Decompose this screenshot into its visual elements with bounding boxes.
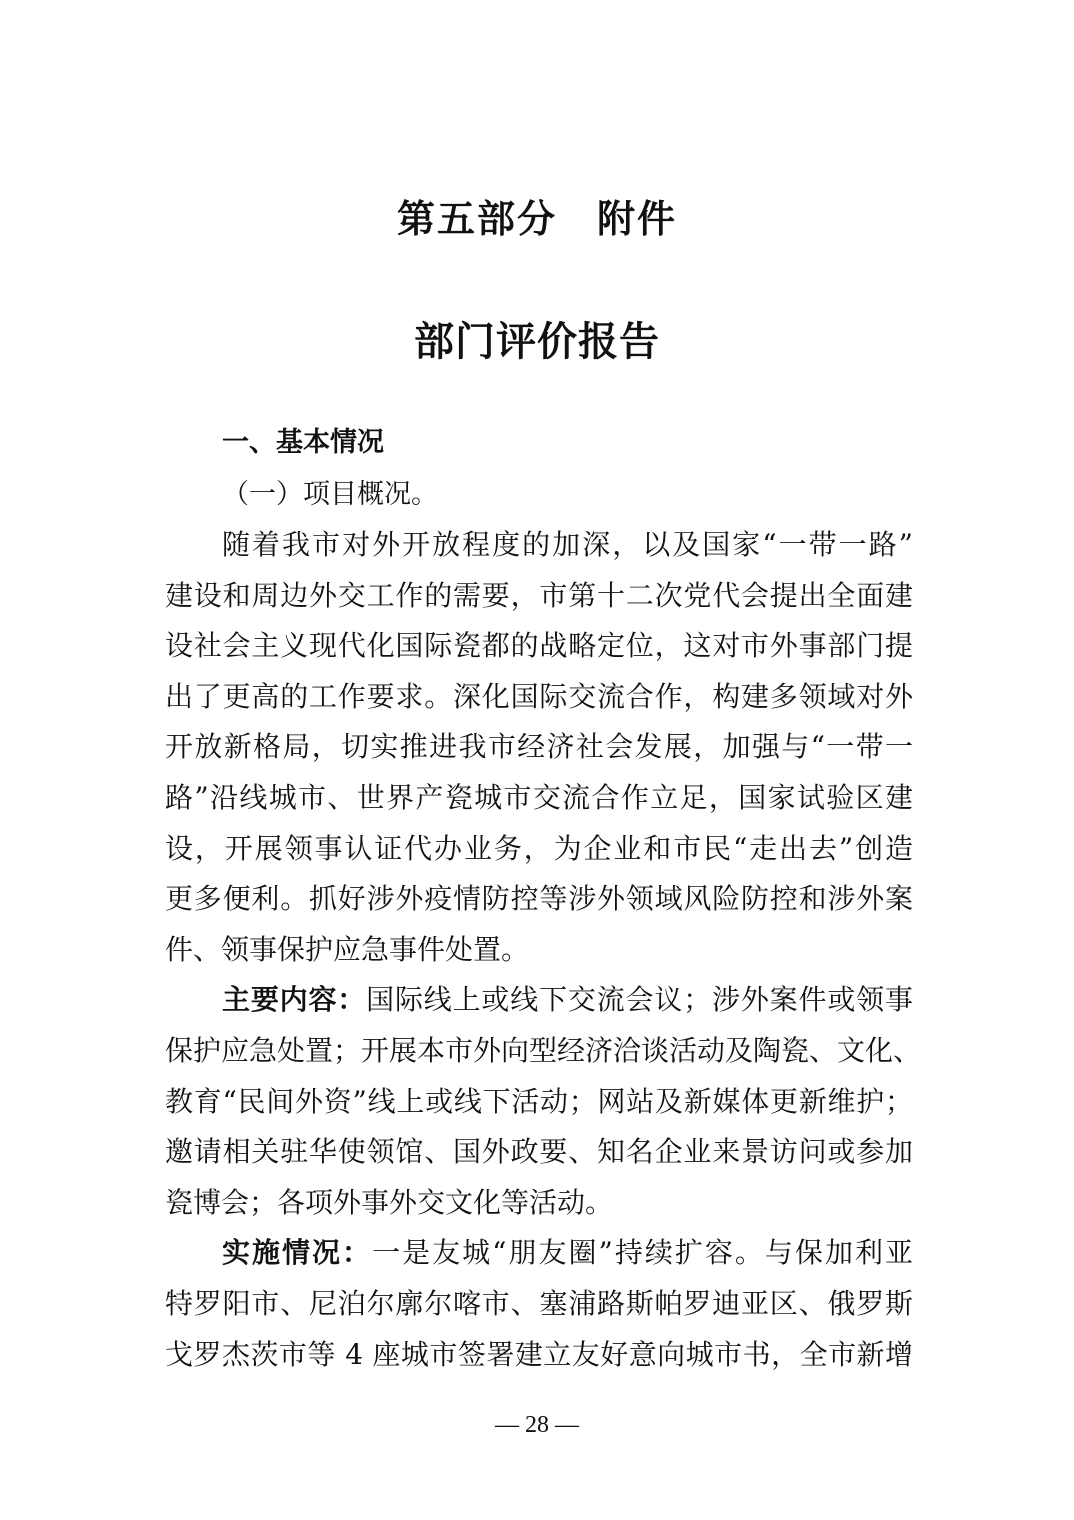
line-text: 件、领事保护应急事件处置。: [165, 932, 530, 966]
text-line: [165, 1228, 913, 1279]
text-line: [165, 672, 913, 723]
part-title: 第五部分 附件: [396, 196, 677, 241]
text-line: [165, 824, 913, 875]
line-text: 保护应急处置；开展本市外向型经济洽谈活动及陶瓷、文化、: [165, 1033, 922, 1067]
line-text: 路”沿线城市、世界产瓷城市交流合作立足，国家试验区建: [165, 780, 913, 814]
line-text: 国际线上或线下交流会议；涉外案件或领事: [366, 983, 913, 1017]
paragraph-lead: 主要内容：: [222, 983, 367, 1017]
section-heading: 一、基本情况: [222, 427, 384, 458]
text-line: [165, 925, 913, 976]
line-text: 一是友城“朋友圈”持续扩容。与保加利亚: [372, 1236, 913, 1270]
text-line: [165, 1026, 922, 1077]
text-line: [165, 621, 913, 672]
line-text: 瓷博会；各项外事外交文化等活动。: [165, 1185, 614, 1219]
report-title: 部门评价报告: [414, 318, 660, 365]
text-line: [165, 722, 913, 773]
line-text: 教育“民间外资”线上或线下活动；网站及新媒体更新维护；: [165, 1084, 913, 1118]
line-text: 邀请相关驻华使领馆、国外政要、知名企业来景访问或参加: [165, 1135, 913, 1169]
subsection-heading: （一）项目概况。: [222, 479, 438, 510]
line-text: 出了更高的工作要求。深化国际交流合作，构建多领域对外: [165, 679, 913, 713]
paragraph-lead: 实施情况：: [222, 1236, 373, 1270]
text-line: [165, 1279, 913, 1330]
text-line: [165, 520, 913, 571]
line-text: 随着我市对外开放程度的加深，以及国家“一带一路”: [222, 528, 913, 561]
text-line: [165, 773, 913, 824]
line-text: 戈罗杰茨市等 4 座城市签署建立友好意向城市书，全市新增: [165, 1337, 913, 1371]
line-text: 设，开展领事认证代办业务，为企业和市民“走出去”创造: [165, 831, 913, 865]
page-number: — 28 —: [495, 1412, 579, 1438]
text-line: [165, 571, 913, 622]
text-line: [165, 1178, 913, 1229]
line-text: 设社会主义现代化国际瓷都的战略定位，这对市外事部门提: [165, 629, 913, 663]
line-text: 更多便利。抓好涉外疫情防控等涉外领域风险防控和涉外案: [165, 882, 913, 916]
text-line: [165, 1330, 913, 1381]
text-line: [165, 975, 913, 1026]
body-text: [165, 520, 922, 1380]
text-line: [165, 1127, 913, 1178]
line-text: 开放新格局，切实推进我市经济社会发展，加强与“一带一: [165, 730, 913, 764]
line-text: 建设和周边外交工作的需要，市第十二次党代会提出全面建: [165, 578, 913, 612]
line-text: 特罗阳市、尼泊尔廓尔喀市、塞浦路斯帕罗迪亚区、俄罗斯: [165, 1286, 913, 1320]
text-line: [165, 1077, 913, 1128]
text-line: [165, 874, 913, 925]
